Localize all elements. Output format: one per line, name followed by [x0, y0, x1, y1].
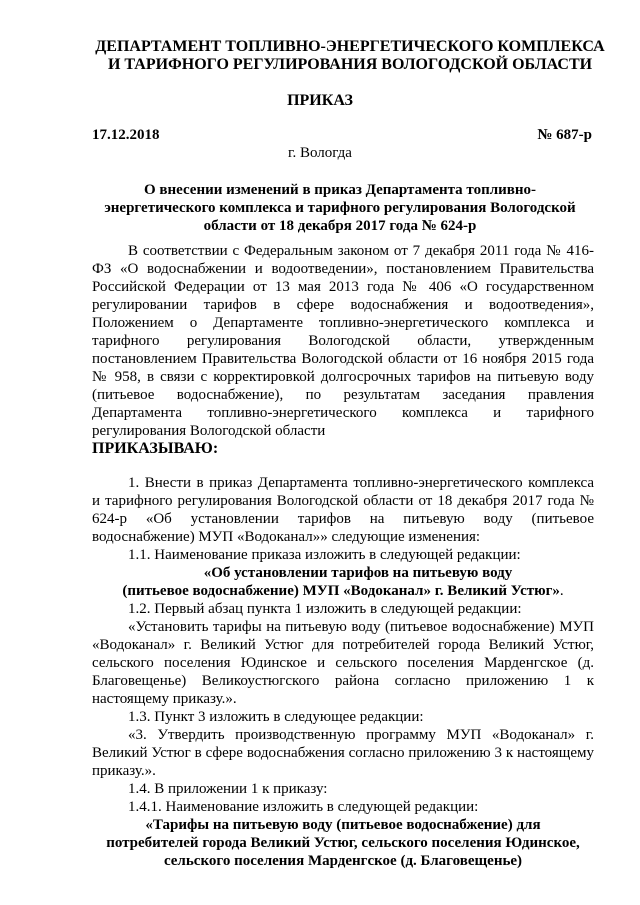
item-1-1-title-text: (питьевое водоснабжение) МУП «Водоканал» г. Великий Устюг»: [122, 583, 560, 599]
order-city: г. Вологда: [288, 145, 352, 161]
subject-line-3: области от 18 декабря 2017 года № 624-р: [203, 218, 477, 234]
item-1-3: 1.3. Пункт 3 изложить в следующее редакции:: [128, 709, 424, 725]
item-1-4: 1.4. В приложении 1 к приказу:: [128, 781, 328, 797]
item-1-4-1-title-line-2: потребителей города Великий Устюг, сельского поселения Юдинское,: [106, 835, 580, 851]
order-word: ПРИКАЗЫВАЮ:: [92, 440, 219, 457]
item-1-3-text: «3. Утвердить производственную программу МУП «Водоканал» г. Великий Устюг в сфере водоснабжения согласно приложению 3 к настоящему приказу.».: [92, 727, 594, 779]
department-line-2: И ТАРИФНОГО РЕГУЛИРОВАНИЯ ВОЛОГОДСКОЙ ОБЛАСТИ: [107, 56, 593, 73]
item-1-4-1-title-line-3: сельского поселения Марденгское (д. Благовещенье): [163, 853, 523, 869]
item-1-4-1-title-line-1: «Тарифы на питьевую воду (питьевое водоснабжение) для: [145, 817, 541, 833]
item-1-2-text: «Установить тарифы на питьевую воду (питьевое водоснабжение) МУП «Водоканал» г. Великий Устюг для потребителей города Великий Устюг, сельского поселения Юдинское и сельского поселения Марденгское (д. Благовещенье) Великоустюгского района согласно приложению 1 к настоящему приказу.».: [92, 619, 594, 707]
item-1-2: 1.2. Первый абзац пункта 1 изложить в следующей редакции:: [128, 601, 522, 617]
doc-type: ПРИКАЗ: [287, 92, 353, 109]
order-body: [92, 242, 594, 870]
item-1-4-1: 1.4.1. Наименование изложить в следующей редакции:: [128, 799, 479, 815]
subject-line-2: энергетического комплекса и тарифного регулирования Вологодской: [104, 200, 576, 216]
item-1: 1. Внести в приказ Департамента топливно-энергетического комплекса и тарифного регулирования Вологодской области от 18 декабря 2017 года № 624-р «Об установлении тарифов на питьевую воду (питьевое водоснабжение) МУП «Водоканал»» следующие изменения:: [92, 475, 594, 545]
item-1-1-title-end: .: [559, 583, 564, 599]
preamble: В соответствии с Федеральным законом от 7 декабря 2011 года № 416-ФЗ «О водоснабжении и водоотведении», постановлением Правительства Российской Федерации от 13 мая 2013 года № 406 «О государственном регулировании тарифов в сфере водоснабжения и водоотведения», Положением о Департаменте топливно-энергетического комплекса и тарифного регулирования Вологодской области, утвержденным постановлением Правительства Вологодской области от 16 ноября 2015 года № 958, в связи с корректировкой долгосрочных тарифов на питьевую воду (питьевое водоснабжение), по результатам заседания правления Департамента топливно-энергетического комплекса и тарифного регулирования Вологодской области: [92, 243, 594, 439]
order-number: № 687-р: [537, 127, 592, 143]
order-subject: [90, 181, 590, 235]
item-1-1-title-line-1: «Об установлении тарифов на питьевую воду: [203, 565, 513, 581]
department-line-1: ДЕПАРТАМЕНТ ТОПЛИВНО-ЭНЕРГЕТИЧЕСКОГО КОМПЛЕКСА: [95, 38, 605, 55]
subject-line-1: О внесении изменений в приказ Департамента топливно-: [143, 182, 537, 198]
item-1-1: 1.1. Наименование приказа изложить в следующей редакции:: [128, 547, 521, 563]
department-header: [60, 38, 640, 74]
item-1-1-title-line-2: [92, 582, 594, 600]
order-date: 17.12.2018: [92, 127, 160, 143]
